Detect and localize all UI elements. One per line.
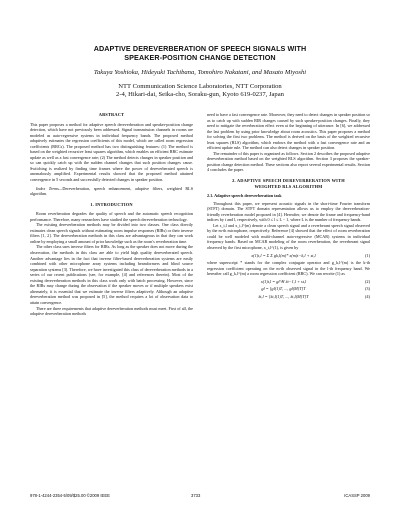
title-line-2: SPEAKER-POSITION CHANGE DETECTION xyxy=(124,53,276,62)
equation-3-number: (3) xyxy=(364,286,370,292)
section2-heading-line-2: WEIGHTED RLS ALGORITHM xyxy=(254,183,323,189)
equation-4-number: (4) xyxy=(364,293,370,299)
equation-1-body: x(1)t,l = Σ Σ gk,l(m)* x(m)t−k,l + st,l xyxy=(251,252,316,258)
equation-2 xyxy=(207,279,370,285)
section2-heading-line-1: 2. ADAPTIVE SPEECH DEREVERBERATION WITH xyxy=(232,178,345,184)
index-terms xyxy=(30,186,193,197)
right-paragraph-4: Let s_t,l and x_t,l^(m) denote a clean speech signal and a reverberant speech signal observed by the m-th microphone, respectively. Reference [4] showed that the effect of room reverberation could be well modeled with multi-channel auto-regressive (MCAR) systems in individual frequency bands. Based on MCAR modeling of the room reverberation, the reverberant signal observed by the first microphone, x_t,l^(1), is given by xyxy=(207,222,370,251)
abstract-heading: ABSTRACT xyxy=(98,112,125,117)
equation-2-body: x(1)t,l = gl^H x̄t−1,l + st,l xyxy=(260,278,307,284)
affiliation xyxy=(40,83,360,99)
right-paragraph-2: The remainder of this paper is organized as follows. Section 2 describes the proposed adaptive dereverberation method based on the weighted RLS algorithm. Section 3 proposes the speaker-position change detection method. These sections also report several experimental results. Section 4 concludes the paper. xyxy=(207,150,370,173)
title-line-1: ADAPTIVE DEREVERBERATION OF SPEECH SIGNALS WITH xyxy=(93,44,307,53)
author-list: Takuya Yoshioka, Hideyuki Tachibana, Tomohiro Nakatani, and Masato Miyoshi xyxy=(93,69,307,76)
left-column xyxy=(30,112,193,317)
abstract-text: This paper proposes a method for adaptive speech dereverberation and speaker-position change detection, which have not previously been addressed. Signal transmission channels in rooms are modeled as auto-regressive systems in individual frequency bands. The proposed method adaptively estimates the regression coefficients of this model, which are called room regression coefficients (RRCs). The proposed method has two distinguishing features: (1) The method is based on the weighted recursive least squares algorithm, which enables an efficient RRC estimate update as well as a fast convergence rate; (2) The method detects changes in speaker position and so can quickly catch up with the sudden channel changes that such position changes cause. Switching is realized by finding time frames where the power of dereverberated speech is anomalously amplified. Experimental results showed that the proposed method attained convergence in 5 seconds and successfully detected changes in speaker position. xyxy=(30,121,193,183)
introduction-heading: 1. INTRODUCTION xyxy=(90,201,133,207)
affiliation-line-1: NTT Communication Science Laboratories, NTT Corporation xyxy=(118,83,282,90)
page-footer xyxy=(30,493,370,501)
subsection-heading: 2.1. Adaptive speech dereverberation task xyxy=(207,193,282,199)
footer-isbn: 978-1-4244-2354-5/09/$25.00 ©2009 IEEE xyxy=(30,493,110,498)
right-paragraph-3: Throughout this paper, we represent acoustic signals in the short-time Fourier transform (STFT) domain. The STFT domain representation allows us to employ the dereverberation-friendly reverberation model proposed in [4]. Hereafter, we denote the frame and frequency-band indices by t and l, respectively, with 0 ≤ l ≤ L − 1, where L is the number of frequency bands. xyxy=(207,200,370,223)
equation-1 xyxy=(207,253,370,259)
affiliation-line-2: 2-4, Hikari-dai, Seika-cho, Soraku-gun, Kyoto 619-0237, Japan xyxy=(116,91,284,98)
right-column xyxy=(207,112,370,301)
intro-paragraph-3: The other class uses inverse filters for RIRs. As long as the speaker does not move during the observation, the methods in this class are able to yield high quality dereverberated speech. Another advantage lies in the fact that inverse filter-based dereverberation systems are easily combined with other microphone array systems including beamformers and blind source separation systems [3]. Therefore, we have investigated this class of dereverberation methods in a series of our recent publications (see, for example, [4] and references therein). Most of the existing dereverberation methods in this class work only with batch processing. However, since the RIRs may change during the observation if the speaker moves or if multiple speakers exist alternately, it is essential that we estimate the inverse filters adaptively. Although an adaptive dereverberation method was proposed in [5], the method requires a lot of observation data to attain convergence. xyxy=(30,244,193,305)
paper-title xyxy=(40,44,360,62)
equation-3 xyxy=(207,286,370,292)
equation-4-body: x̄t,l = [x̄t,l(1)T, ..., x̄t,l(M)T]T xyxy=(258,293,309,299)
index-terms-label: Index Terms— xyxy=(36,185,63,191)
intro-paragraph-4: There are three requirements that adaptive dereverberation methods must meet. First of all, the adaptive dereverberation methods xyxy=(30,305,193,317)
index-terms-text: Dereverberation, speech enhancement, adaptive filters, weighted RLS algorithm. xyxy=(30,185,194,197)
footer-page-number: 3733 xyxy=(191,493,201,498)
equation-2-number: (2) xyxy=(364,278,370,284)
right-paragraph-5: where superscript * stands for the complex conjugate operator and g_k,l^(m) is the k-th regression coefficient operating on the m-th observed signal in the l-th frequency band. We hereafter call g_k,l^(m) a room regression coefficient (RRC). We can rewrite (1) as xyxy=(207,260,370,277)
intro-paragraph-1: Room reverberation degrades the quality of speech and the automatic speech recognition performance. Therefore, many researchers have studied the speech dereverberation technology. xyxy=(30,211,193,222)
equation-1-number: (1) xyxy=(364,252,370,258)
footer-conference: ICASSP 2009 xyxy=(344,493,370,498)
equation-3-body: gl = [gl(1)T, ..., gl(M)T]T xyxy=(261,286,306,292)
intro-paragraph-2: The existing dereverberation methods may be divided into two classes. One class directly estimates clean speech signals without estimating room impulse responses (RIRs) or their inverse filters [1, 2]. The dereverberation methods in this class are advantageous in that they can work online by employing a small amount of prior knowledge such as the room's reverberation time. xyxy=(30,222,193,244)
equation-4 xyxy=(207,294,370,300)
right-paragraph-1: need to have a fast convergence rate. Moreover, they need to detect changes in speaker position so as to catch up with sudden RIR changes caused by such speaker-position changes. Finally, they need to mitigate the reverberation effect even at the beginning of utterance. In [6], we addressed the last problem by using prior knowledge about room acoustics. This paper proposes a method for solving the first two problems. The method is derived on the basis of the weighted recursive least squares (RLS) algorithm, which endows the method with a fast convergence rate and an efficient update rule. The method can also detect changes in speaker position. xyxy=(207,112,370,151)
